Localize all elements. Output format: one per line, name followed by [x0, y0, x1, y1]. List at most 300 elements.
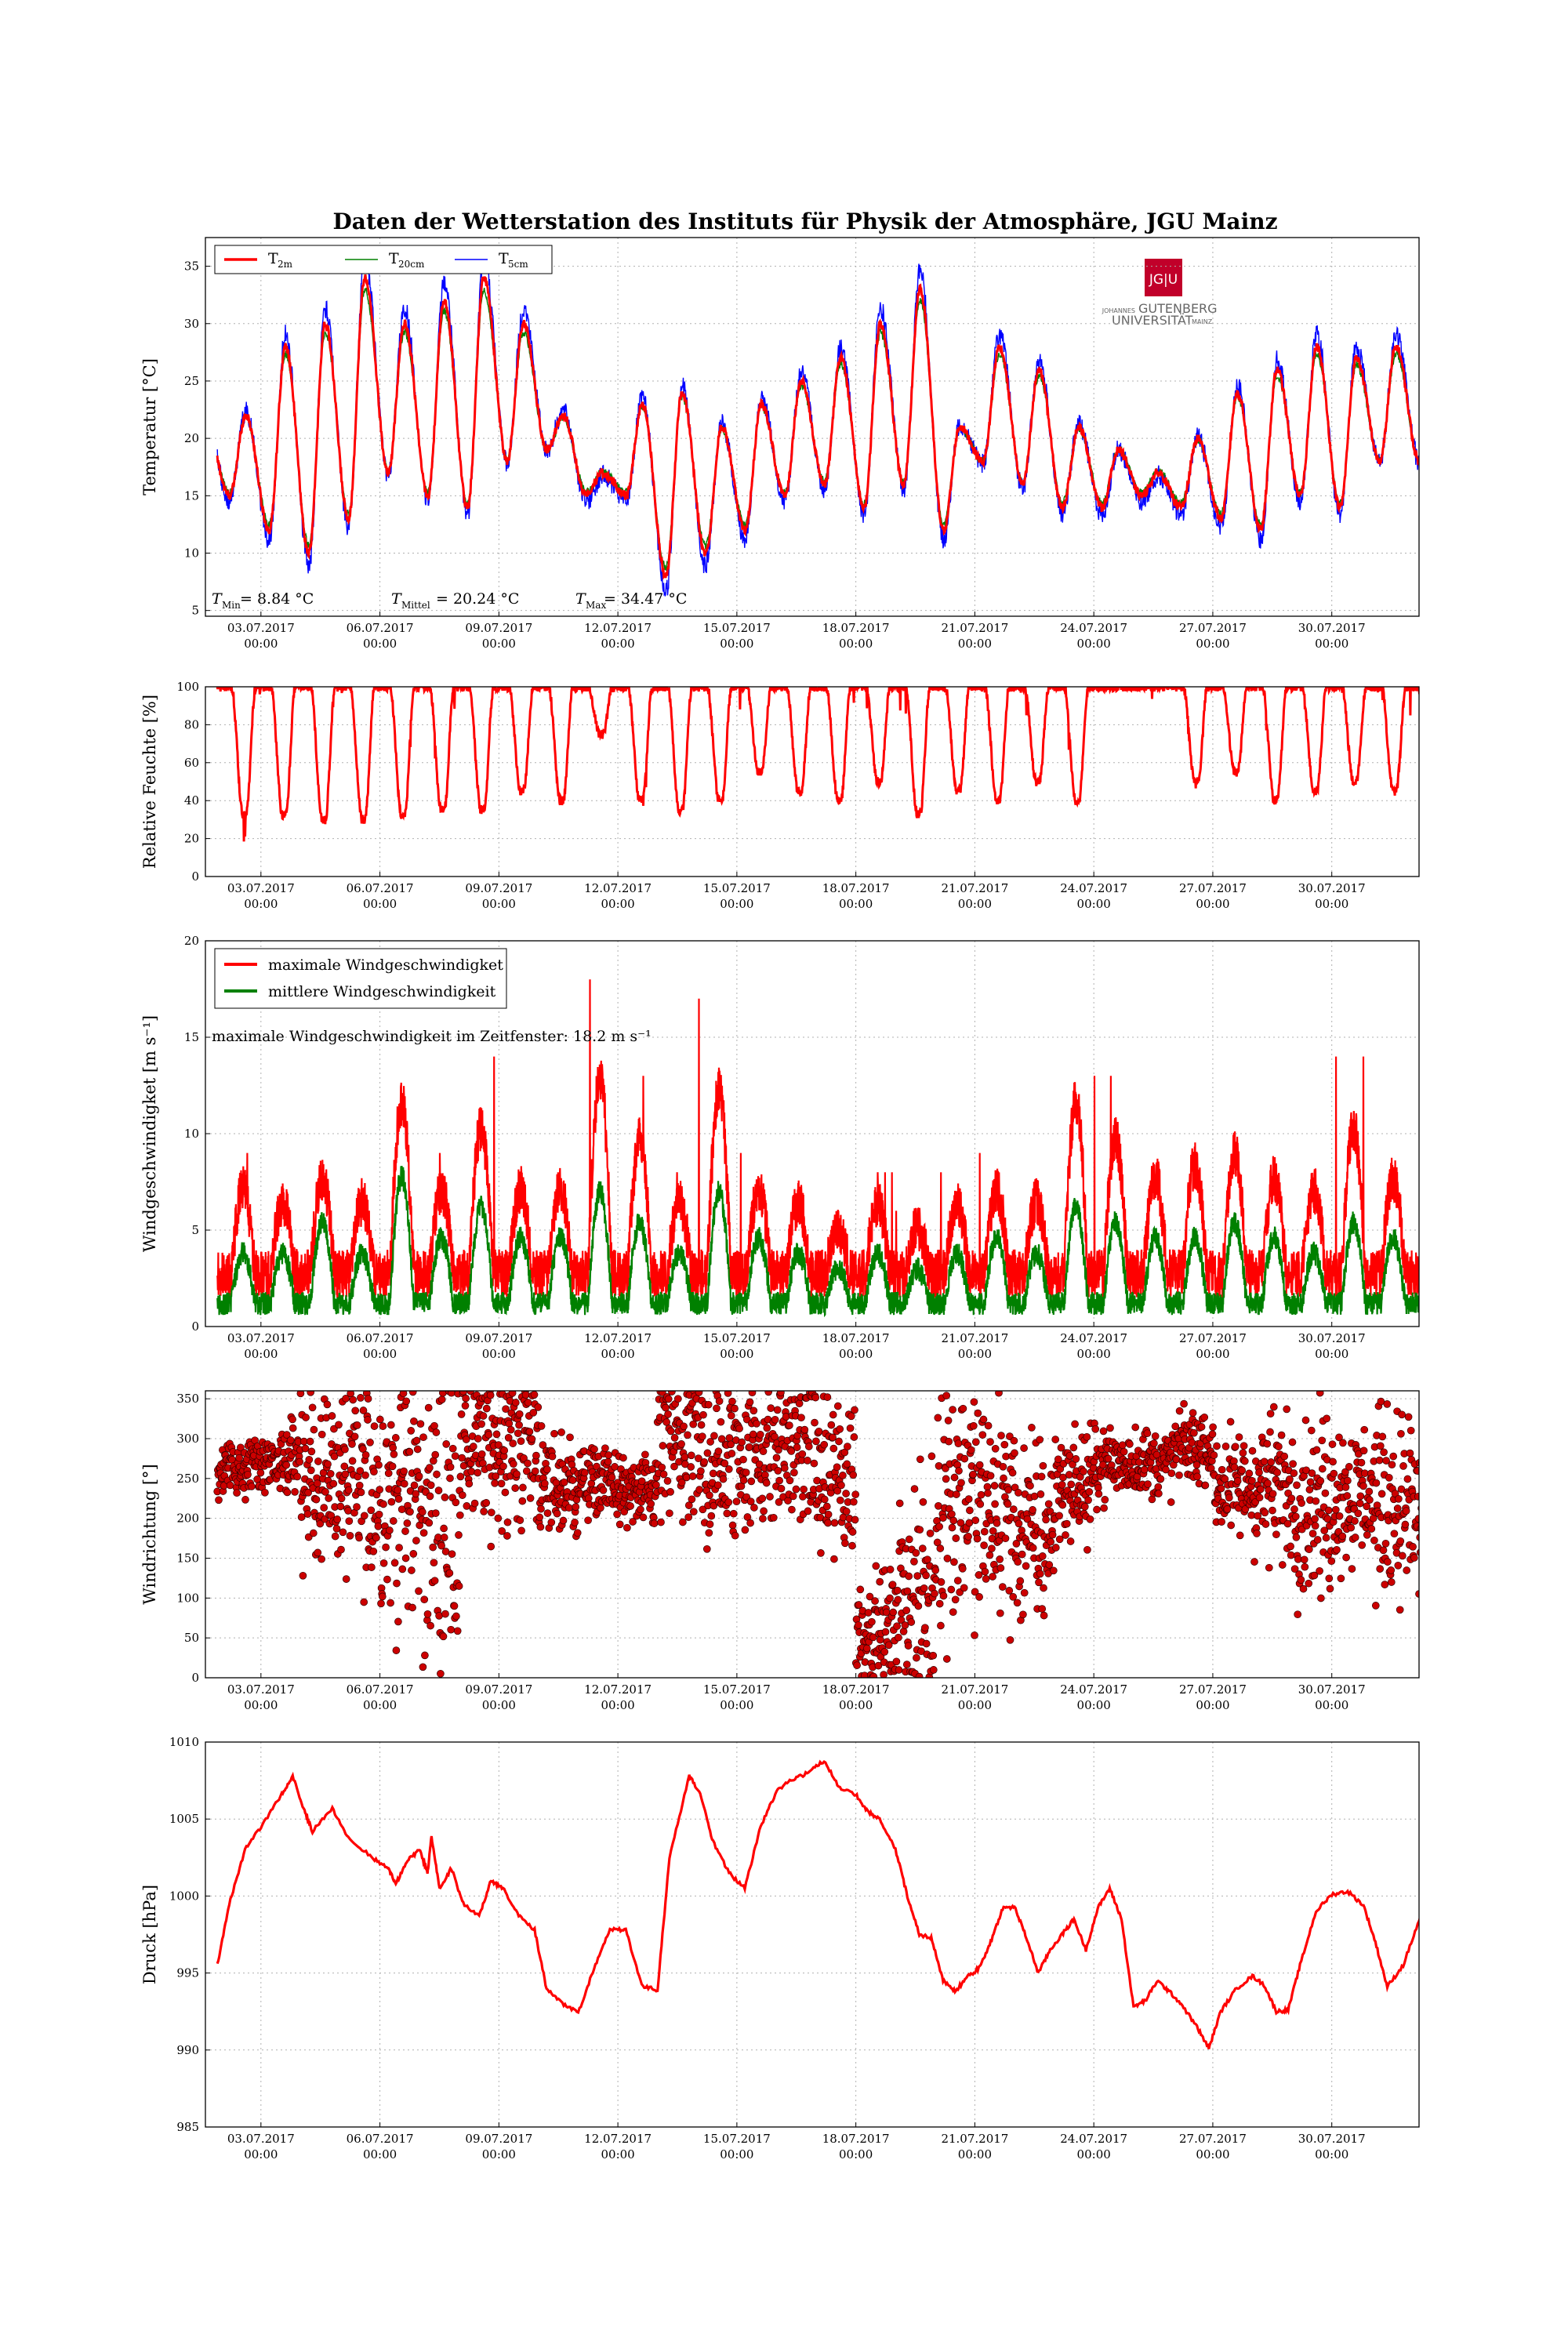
direction-point: [1043, 1516, 1050, 1523]
direction-point: [1015, 1520, 1022, 1527]
direction-point: [351, 1433, 358, 1440]
direction-point: [1152, 1432, 1159, 1439]
direction-point: [507, 1426, 514, 1433]
direction-point: [337, 1503, 344, 1510]
direction-point: [412, 1490, 419, 1497]
direction-point: [805, 1443, 812, 1450]
wind-ylabel: Windgeschwindigket [m s⁻¹]: [140, 1014, 159, 1253]
direction-point: [1261, 1458, 1268, 1465]
direction-point: [1414, 1493, 1421, 1500]
direction-point: [1083, 1433, 1091, 1440]
direction-xtick-date: 06.07.2017: [346, 1682, 414, 1697]
direction-point: [945, 1417, 952, 1424]
direction-point: [419, 1664, 426, 1671]
direction-point: [1323, 1415, 1330, 1422]
direction-point: [972, 1439, 979, 1446]
direction-point: [1198, 1424, 1205, 1431]
direction-point: [1313, 1446, 1320, 1454]
direction-point: [1267, 1428, 1274, 1436]
direction-point: [501, 1447, 508, 1454]
direction-point: [343, 1576, 350, 1583]
direction-point: [667, 1488, 674, 1495]
direction-point: [1218, 1466, 1225, 1473]
direction-point: [996, 1610, 1004, 1617]
direction-point: [500, 1463, 507, 1470]
direction-point: [750, 1504, 757, 1512]
direction-point: [965, 1533, 972, 1540]
direction-point: [900, 1628, 907, 1635]
humidity-xtick-time: 00:00: [244, 897, 278, 911]
direction-point: [1029, 1544, 1036, 1552]
direction-point: [1360, 1483, 1367, 1490]
direction-point: [390, 1444, 397, 1451]
direction-point: [309, 1404, 316, 1411]
direction-point: [352, 1407, 359, 1414]
direction-point: [660, 1471, 667, 1478]
direction-point: [953, 1491, 960, 1498]
direction-point: [659, 1443, 666, 1450]
direction-point: [641, 1451, 648, 1458]
direction-point: [920, 1584, 927, 1592]
legend-label-t5cm: T: [499, 250, 509, 267]
direction-point: [1307, 1479, 1314, 1486]
direction-point: [554, 1510, 561, 1517]
direction-point: [440, 1633, 447, 1640]
humidity-ytick-label: 0: [191, 869, 199, 884]
direction-point: [432, 1451, 439, 1458]
legend-label-t20cm: T: [389, 250, 399, 267]
direction-point: [800, 1486, 808, 1493]
direction-point: [975, 1571, 982, 1578]
direction-point: [284, 1489, 291, 1496]
direction-point: [1397, 1430, 1404, 1437]
direction-point: [1432, 1541, 1439, 1548]
direction-point: [725, 1465, 732, 1472]
temperature-ytick-label: 35: [183, 259, 199, 274]
direction-point: [1388, 1566, 1395, 1573]
direction-point: [850, 1498, 857, 1505]
direction-point: [999, 1584, 1006, 1591]
direction-point: [383, 1576, 390, 1583]
direction-point: [666, 1510, 673, 1517]
temperature-ylabel: Temperatur [°C]: [140, 358, 159, 495]
direction-point: [1348, 1524, 1355, 1531]
direction-point: [849, 1542, 856, 1549]
direction-point: [427, 1482, 434, 1489]
direction-ytick-label: 250: [176, 1471, 199, 1486]
direction-point: [1145, 1481, 1152, 1488]
direction-point: [731, 1532, 739, 1539]
direction-point: [1107, 1425, 1114, 1432]
direction-point: [376, 1486, 383, 1494]
direction-points: [214, 1388, 1452, 1682]
direction-point: [948, 1511, 955, 1518]
direction-point: [1328, 1558, 1335, 1565]
direction-point: [1429, 1545, 1436, 1552]
direction-point: [1384, 1400, 1391, 1407]
direction-point: [452, 1453, 459, 1460]
direction-point: [1424, 1454, 1431, 1461]
direction-point: [365, 1417, 372, 1424]
direction-point: [1440, 1418, 1447, 1425]
direction-point: [1302, 1417, 1309, 1424]
direction-point: [1092, 1425, 1099, 1432]
temperature-ytick-label: 20: [183, 431, 199, 446]
direction-point: [503, 1533, 510, 1540]
direction-point: [882, 1628, 889, 1635]
direction-point: [778, 1485, 785, 1492]
direction-point: [814, 1477, 821, 1484]
direction-point: [356, 1482, 363, 1489]
direction-point: [728, 1450, 735, 1457]
direction-point: [616, 1521, 623, 1528]
direction-point: [1083, 1546, 1091, 1553]
direction-point: [1400, 1462, 1407, 1469]
direction-point: [1039, 1552, 1046, 1559]
direction-point: [1323, 1534, 1330, 1541]
direction-point: [706, 1530, 713, 1537]
direction-point: [395, 1495, 402, 1502]
direction-xtick-time: 00:00: [720, 1698, 754, 1712]
direction-point: [1132, 1424, 1139, 1431]
direction-point: [449, 1445, 456, 1452]
direction-point: [1265, 1480, 1272, 1487]
direction-point: [1218, 1485, 1225, 1492]
direction-point: [935, 1462, 942, 1469]
direction-point: [1437, 1501, 1444, 1508]
direction-point: [1417, 1525, 1425, 1532]
direction-point: [1291, 1506, 1298, 1513]
direction-point: [1348, 1566, 1356, 1573]
direction-point: [558, 1428, 565, 1436]
direction-point: [1439, 1443, 1446, 1450]
direction-point: [608, 1474, 615, 1481]
direction-point: [322, 1488, 329, 1495]
pressure-xtick-time: 00:00: [720, 2147, 754, 2161]
direction-point: [740, 1477, 747, 1484]
direction-point: [662, 1404, 670, 1411]
university-logo: [1102, 259, 1218, 328]
direction-xtick-time: 00:00: [481, 1698, 516, 1712]
direction-point: [955, 1440, 962, 1447]
panel-pressure: [140, 1735, 1450, 2161]
direction-point: [1274, 1469, 1281, 1476]
direction-point: [601, 1445, 608, 1452]
direction-point: [1414, 1468, 1421, 1475]
direction-point: [1368, 1526, 1375, 1533]
direction-point: [488, 1509, 495, 1516]
humidity-xtick-time: 00:00: [1315, 897, 1349, 911]
direction-xtick-time: 00:00: [1076, 1698, 1111, 1712]
direction-point: [358, 1489, 365, 1496]
direction-point: [893, 1658, 900, 1665]
direction-point: [959, 1565, 966, 1572]
direction-point: [452, 1499, 459, 1506]
direction-point: [1239, 1467, 1246, 1474]
direction-point: [950, 1517, 957, 1524]
direction-point: [825, 1511, 832, 1518]
direction-point: [1272, 1531, 1279, 1538]
direction-point: [551, 1430, 558, 1437]
direction-point: [924, 1556, 931, 1563]
direction-point: [1201, 1414, 1208, 1421]
direction-point: [1007, 1636, 1014, 1643]
humidity-xtick-date: 30.07.2017: [1298, 881, 1366, 895]
wind-xtick-date: 09.07.2017: [465, 1331, 533, 1345]
direction-point: [1102, 1496, 1109, 1503]
direction-point: [937, 1622, 944, 1629]
direction-point: [1427, 1581, 1434, 1588]
direction-point: [733, 1498, 740, 1505]
temperature-xtick-date: 06.07.2017: [346, 621, 414, 635]
direction-point: [984, 1483, 991, 1490]
direction-point: [913, 1654, 920, 1661]
direction-point: [1036, 1570, 1044, 1577]
direction-point: [1421, 1468, 1428, 1475]
direction-point: [1176, 1472, 1183, 1479]
humidity-xtick-time: 00:00: [720, 897, 754, 911]
temperature-xtick-time: 00:00: [839, 637, 873, 651]
direction-point: [1181, 1400, 1188, 1407]
direction-point: [390, 1518, 397, 1525]
direction-point: [478, 1421, 485, 1428]
direction-point: [524, 1460, 532, 1467]
direction-point: [307, 1438, 314, 1445]
direction-point: [346, 1518, 353, 1525]
direction-point: [1294, 1482, 1301, 1489]
direction-point: [648, 1501, 655, 1508]
direction-xtick-time: 00:00: [244, 1698, 278, 1712]
direction-point: [953, 1535, 960, 1542]
direction-point: [1338, 1575, 1345, 1582]
direction-point: [424, 1610, 431, 1617]
direction-point: [561, 1479, 568, 1486]
direction-point: [1087, 1515, 1094, 1523]
direction-point: [943, 1656, 950, 1663]
direction-point: [1105, 1455, 1112, 1462]
direction-point: [847, 1425, 854, 1432]
direction-point: [688, 1452, 695, 1459]
direction-point: [383, 1544, 390, 1551]
direction-point: [485, 1432, 492, 1439]
direction-point: [1210, 1452, 1218, 1459]
direction-point: [318, 1555, 325, 1563]
direction-point: [895, 1596, 902, 1603]
direction-xtick-time: 00:00: [839, 1698, 873, 1712]
direction-point: [1308, 1427, 1315, 1434]
pressure-ytick-label: 1005: [169, 1812, 199, 1827]
direction-point: [804, 1508, 811, 1515]
direction-point: [446, 1570, 453, 1577]
pressure-xtick-date: 21.07.2017: [941, 2132, 1009, 2146]
direction-point: [318, 1431, 325, 1438]
direction-point: [1345, 1463, 1352, 1470]
direction-point: [431, 1422, 438, 1429]
wind-ytick-label: 20: [183, 934, 199, 948]
humidity-ytick-label: 100: [176, 680, 199, 694]
direction-point: [976, 1461, 983, 1468]
direction-point: [1399, 1552, 1406, 1559]
direction-point: [695, 1388, 702, 1396]
direction-xtick-time: 00:00: [601, 1698, 635, 1712]
direction-point: [1339, 1439, 1346, 1446]
direction-point: [1189, 1410, 1196, 1417]
direction-point: [713, 1405, 720, 1412]
direction-point: [537, 1523, 544, 1530]
direction-point: [906, 1536, 913, 1543]
direction-point: [527, 1494, 534, 1501]
direction-point: [931, 1590, 938, 1597]
direction-point: [430, 1559, 437, 1566]
wind-xtick-date: 27.07.2017: [1178, 1331, 1247, 1345]
direction-point: [1176, 1407, 1183, 1414]
direction-point: [1269, 1490, 1276, 1497]
direction-point: [308, 1448, 315, 1455]
direction-point: [416, 1472, 423, 1479]
direction-point: [396, 1544, 403, 1552]
direction-point: [987, 1472, 994, 1479]
direction-point: [452, 1613, 459, 1620]
direction-point: [949, 1609, 956, 1616]
direction-point: [1376, 1457, 1383, 1464]
humidity-xtick-date: 09.07.2017: [465, 881, 533, 895]
direction-point: [1332, 1506, 1339, 1513]
direction-point: [688, 1496, 695, 1503]
humidity-xtick-date: 12.07.2017: [584, 881, 652, 895]
direction-point: [939, 1515, 946, 1522]
direction-point: [1334, 1546, 1341, 1553]
direction-point: [1265, 1564, 1272, 1571]
direction-ytick-label: 200: [176, 1511, 199, 1526]
direction-point: [1021, 1445, 1028, 1452]
direction-point: [1056, 1512, 1063, 1519]
temperature-xtick-date: 30.07.2017: [1298, 621, 1366, 635]
direction-point: [1326, 1575, 1333, 1582]
direction-point: [234, 1490, 241, 1497]
direction-point: [591, 1446, 598, 1453]
temperature-xtick-time: 00:00: [1315, 637, 1349, 651]
direction-point: [420, 1434, 427, 1441]
pressure-xtick-date: 15.07.2017: [702, 2132, 771, 2146]
pressure-ytick-label: 1000: [169, 1889, 199, 1904]
temperature-xtick-time: 00:00: [1076, 637, 1111, 651]
direction-point: [1011, 1450, 1018, 1457]
direction-point: [1381, 1581, 1388, 1588]
logo-line1: GUTENBERG: [1138, 301, 1218, 316]
direction-point: [310, 1530, 317, 1537]
wind-xtick-date: 03.07.2017: [227, 1331, 295, 1345]
direction-point: [567, 1434, 574, 1441]
direction-point: [793, 1444, 800, 1451]
direction-point: [345, 1486, 352, 1494]
direction-point: [1289, 1439, 1296, 1446]
direction-point: [979, 1432, 986, 1439]
direction-point: [1439, 1564, 1446, 1571]
direction-point: [775, 1467, 782, 1474]
direction-point: [767, 1494, 774, 1501]
wind-legend: [215, 949, 506, 1008]
humidity-xtick-time: 00:00: [601, 897, 635, 911]
direction-point: [526, 1428, 533, 1436]
direction-point: [1442, 1475, 1449, 1483]
direction-point: [889, 1581, 896, 1588]
direction-point: [597, 1504, 604, 1512]
legend-label-t2m: T: [268, 250, 278, 267]
direction-point: [370, 1548, 377, 1555]
direction-point: [1379, 1433, 1386, 1440]
direction-point: [292, 1488, 299, 1495]
direction-point: [1438, 1526, 1445, 1534]
direction-point: [1319, 1465, 1326, 1472]
direction-point: [1319, 1437, 1326, 1444]
direction-point: [1366, 1488, 1373, 1495]
series-relative-humidity: [217, 687, 1448, 841]
direction-point: [535, 1403, 542, 1410]
direction-xtick-date: 21.07.2017: [941, 1682, 1009, 1697]
temperature-xtick-date: 24.07.2017: [1060, 621, 1128, 635]
direction-point: [1022, 1563, 1029, 1570]
direction-point: [966, 1507, 973, 1514]
direction-point: [474, 1436, 481, 1443]
direction-point: [441, 1534, 448, 1541]
direction-point: [1312, 1497, 1319, 1504]
direction-point: [1322, 1490, 1329, 1497]
direction-point: [1425, 1461, 1432, 1468]
direction-point: [704, 1450, 711, 1457]
direction-point: [1395, 1562, 1402, 1569]
direction-point: [1424, 1490, 1431, 1497]
pressure-xtick-time: 00:00: [601, 2147, 635, 2161]
direction-point: [716, 1398, 723, 1405]
direction-point: [1342, 1483, 1349, 1490]
direction-point: [1037, 1490, 1044, 1497]
direction-point: [637, 1506, 644, 1513]
direction-point: [944, 1555, 951, 1562]
direction-point: [938, 1578, 945, 1585]
direction-point: [1240, 1443, 1247, 1450]
direction-point: [392, 1434, 399, 1441]
direction-point: [1432, 1446, 1439, 1454]
direction-point: [350, 1396, 357, 1403]
direction-point: [1435, 1475, 1442, 1483]
direction-point: [514, 1471, 521, 1478]
direction-point: [928, 1453, 935, 1460]
direction-point: [903, 1661, 910, 1668]
stat-value: = 8.84 °C: [240, 590, 314, 608]
direction-point: [426, 1493, 434, 1500]
direction-point: [1029, 1506, 1036, 1513]
direction-point: [1394, 1505, 1401, 1512]
humidity-ytick-label: 40: [183, 793, 199, 808]
direction-point: [1372, 1602, 1379, 1609]
direction-point: [956, 1468, 963, 1475]
direction-point: [701, 1458, 708, 1465]
direction-point: [1388, 1461, 1396, 1468]
stat-symbol: T: [212, 590, 222, 608]
direction-point: [1352, 1534, 1359, 1541]
direction-point: [362, 1472, 369, 1479]
direction-point: [1126, 1440, 1133, 1447]
direction-point: [517, 1438, 524, 1445]
direction-point: [1305, 1580, 1312, 1587]
direction-point: [1040, 1584, 1047, 1592]
direction-point: [403, 1398, 410, 1405]
humidity-xtick-time: 00:00: [1196, 897, 1230, 911]
wind-xtick-time: 00:00: [1196, 1347, 1230, 1361]
direction-point: [488, 1543, 495, 1550]
direction-point: [480, 1413, 487, 1420]
direction-point: [510, 1461, 517, 1468]
